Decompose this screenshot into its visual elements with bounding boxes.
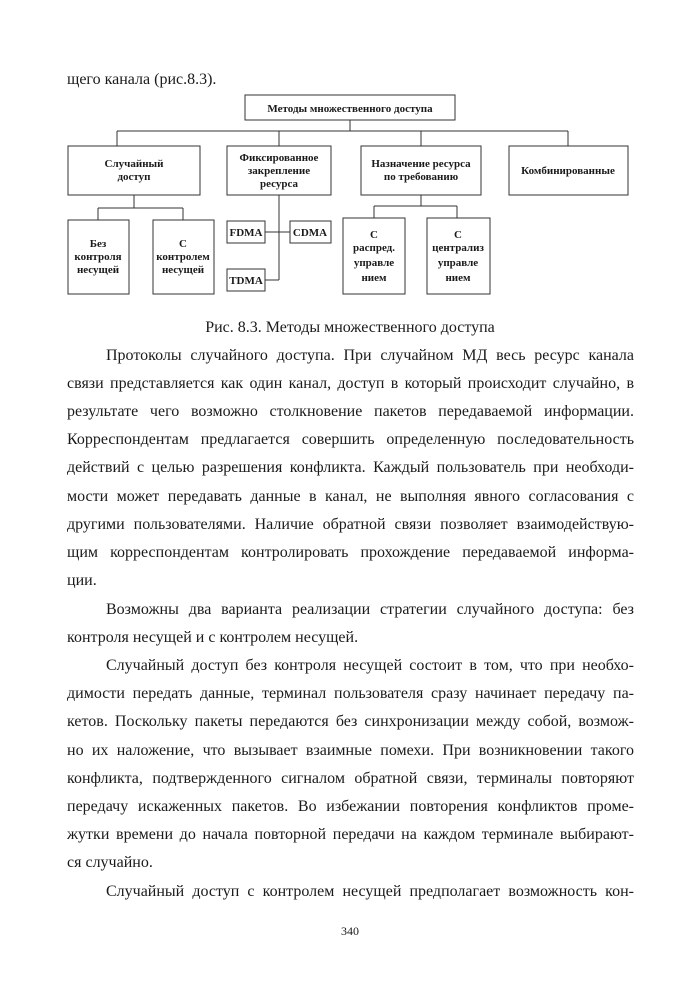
node-label: централиз [432,242,484,254]
root-node [245,95,455,120]
access-methods-diagram [0,0,700,340]
node-label: Без [89,238,107,250]
node-label: контролем [156,251,210,263]
node-label: управле [437,257,479,269]
paragraph-line: Корреспондентам предлагается совершить определенную последовательность [67,431,634,448]
paragraph-line: связи представляется как один канал, доступ в который происходит случайно, в [67,375,634,392]
paragraph-line: кетов. Поскольку пакеты передаются без синхронизации между собой, возмож- [67,713,634,730]
node-label: Комбинированные [521,165,615,177]
node-label: Фиксированное [239,152,319,164]
node-label: Назначение ресурса [371,158,471,170]
paragraph-line: щим корреспондентам контролировать прохождение передаваемой информа- [67,544,634,561]
node-label: нием [445,272,471,284]
node-label: распред. [352,242,396,254]
paragraph-line: Протоколы случайного доступа. При случайном МД весь ресурс канала [106,347,634,364]
random-access-node [68,146,200,195]
node-label: CDMA [292,227,328,239]
intro-line: щего канала (рис.8.3). [67,71,217,88]
page-number: 340 [341,924,359,938]
paragraph-line: действий с целью разрешения конфликта. Каждый пользователь при необходи- [67,459,634,476]
paragraph-line: мости может передавать данные в канал, не выполняя явного согласования с [67,488,634,505]
paragraph-line: передачу искаженных пакетов. Во избежании повторения конфликтов проме- [67,798,634,815]
paragraph-line: Случайный доступ без контроля несущей состоит в том, что при необхо- [106,657,634,674]
node-label: С [179,238,187,250]
figure-caption: Рис. 8.3. Методы множественного доступа [205,319,495,336]
node-label: несущей [76,264,120,276]
paragraph-line: конфликта, подтвержденного сигналом обратной связи, терминалы повторяют [67,770,634,787]
demand-assignment-node [361,146,481,195]
tdma-node [227,269,265,291]
node-label: С [454,229,462,241]
paragraph-line: но их наложение, что вызывает взаимные помехи. При возникновении такого [67,742,634,759]
paragraph-line: другими пользователями. Наличие обратной связи позволяет взаимодействую- [67,516,634,533]
centralized-control-node [427,218,490,294]
paragraph-line: димости передать данные, терминал пользователя сразу начинает передачу па- [67,685,634,702]
node-label: контроля [74,251,122,263]
paragraph-line: ции. [67,572,97,589]
no-carrier-node [68,220,129,294]
node-label: управле [353,257,395,269]
node-label: нием [361,272,387,284]
distributed-control-node [343,218,405,294]
node-label: С [370,229,378,241]
fdma-node [227,221,265,243]
root-label: Методы множественного доступа [267,103,433,115]
node-label: несущей [161,264,205,276]
node-label: FDMA [229,227,263,239]
paragraph-line: ся случайно. [67,854,153,871]
node-label: ресурса [259,178,299,190]
node-label: доступ [117,171,151,183]
node-label: по требованию [383,171,459,183]
node-label: закрепление [247,165,311,177]
node-label: TDMA [229,275,263,287]
with-carrier-node [153,220,214,294]
cdma-node [290,221,331,243]
paragraph-line: Случайный доступ с контролем несущей предполагает возможность кон- [106,883,634,900]
fixed-assignment-node [227,146,331,195]
combined-node [509,146,628,195]
paragraph-line: результате чего возможно столкновение пакетов передаваемой информации. [67,403,634,420]
node-label: Случайный [104,158,164,170]
paragraph-line: контроля несущей и с контролем несущей. [67,629,359,646]
paragraph-line: жутки времени до начала повторной передачи на каждом терминале выбирают- [67,826,634,843]
paragraph-line: Возможны два варианта реализации стратегии случайного доступа: без [106,601,634,618]
